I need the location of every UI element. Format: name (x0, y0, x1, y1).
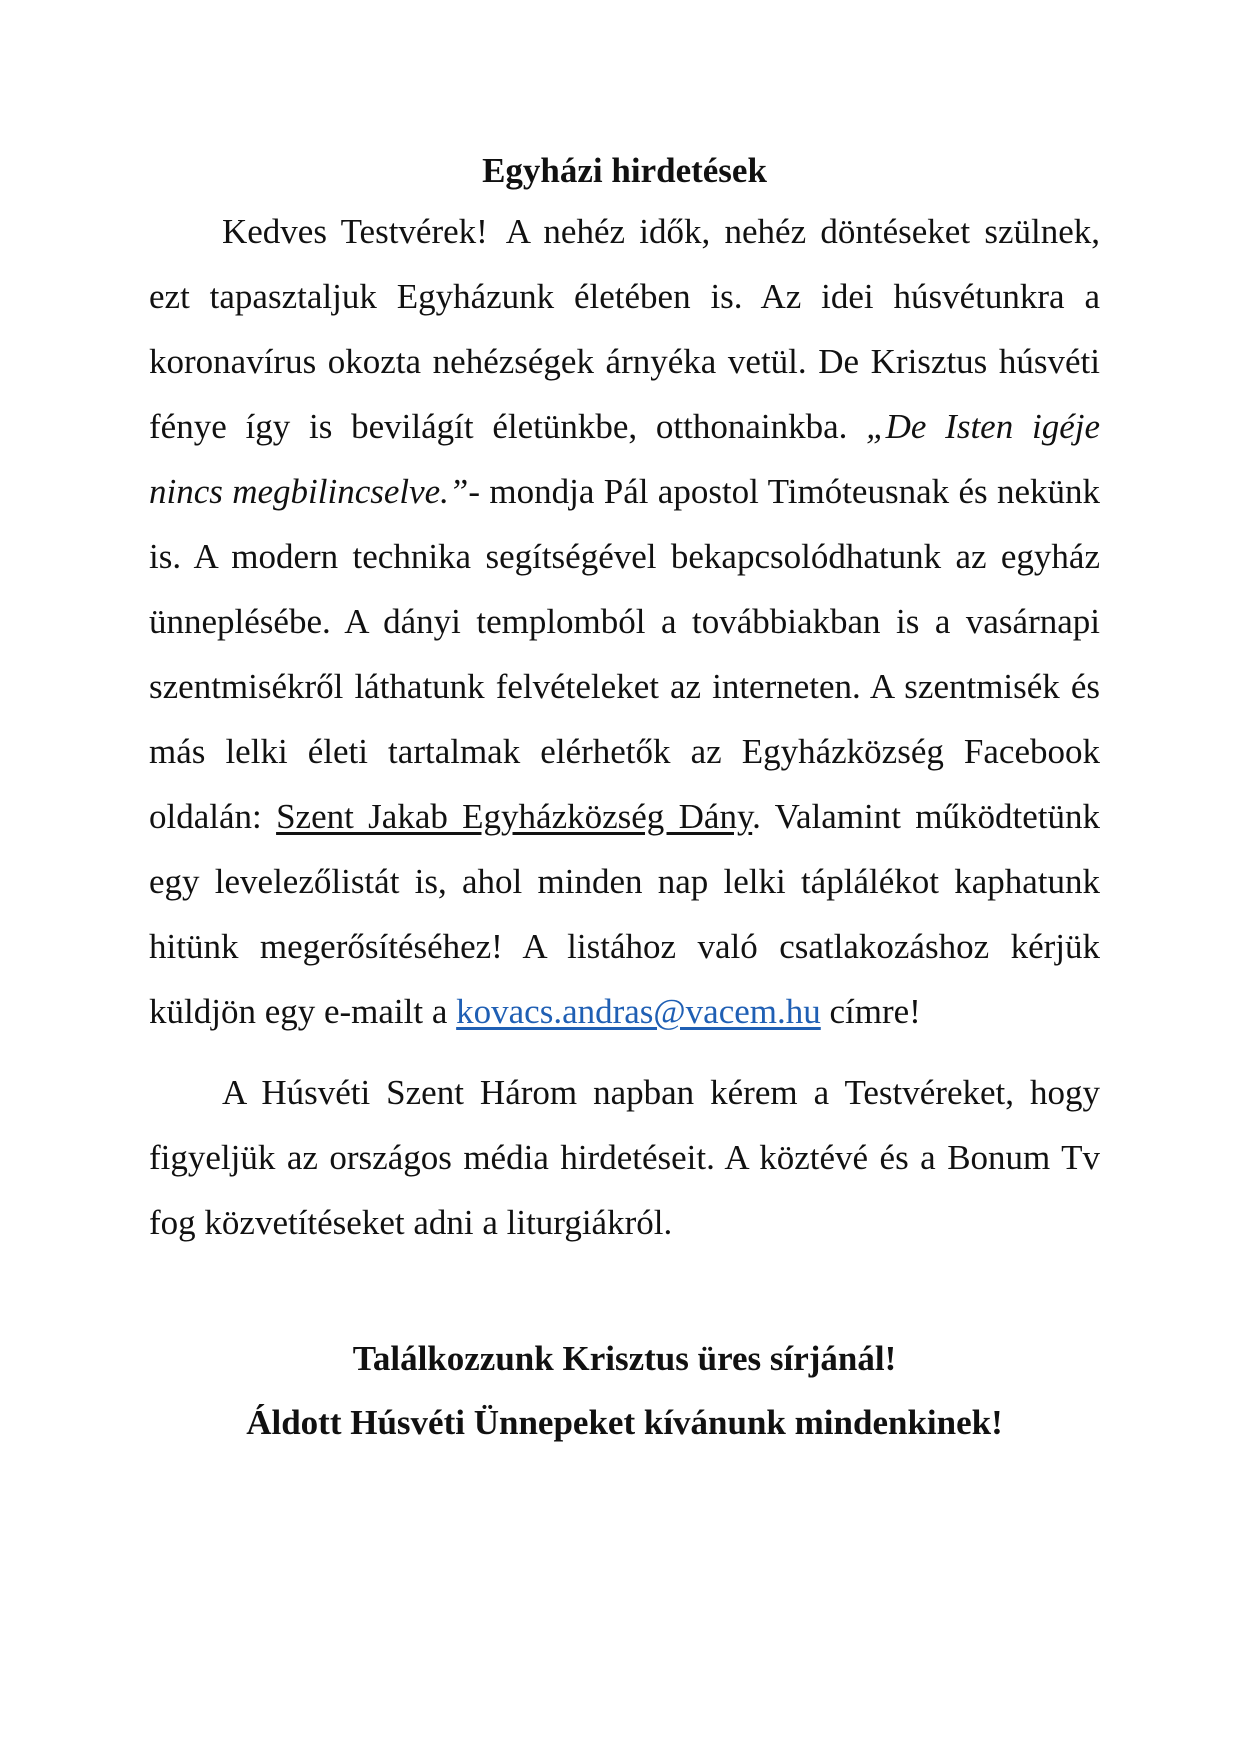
document-title: Egyházi hirdetések (482, 151, 767, 190)
paragraph-text-part: - mondja Pál apostol Timóteusnak és nekünk is. A modern technika segítségével bekapcsolódhatunk az egyház ünneplésébe. A dányi templomból a továbbiakban is a vasárnapi szentmisékről láthatunk felvételeket az interneten. A szentmisék és más lelki életi tartalmak elérhetők az Egyházközség Facebook oldalán: (149, 472, 1100, 836)
document-body (149, 143, 1100, 1455)
paragraph-text-part: A nehéz idők, nehéz döntéseket szülnek, ezt tapasztaljuk Egyházunk életében is. Az idei húsvétunkra a koronavírus okozta nehézségek árnyéka vetül. De Krisztus húsvéti fénye így is bevilágít életünkbe, otthonainkba. (149, 212, 1100, 446)
facebook-page-link[interactable]: Szent Jakab Egyházközség Dány (276, 797, 753, 836)
paragraph-text-part: címre! (820, 992, 921, 1031)
paragraph-broadcast-info: A Húsvéti Szent Három napban kérem a Testvéreket, hogy figyeljük az országos média hirdetéseit. A köztévé és a Bonum Tv fog közvetítéseket adni a liturgiákról. (149, 1073, 1100, 1242)
closing-greeting (149, 1327, 1100, 1455)
greeting-text: Kedves Testvérek! (222, 212, 488, 251)
paragraph-announcement (149, 199, 1100, 1044)
email-link[interactable]: kovacs.andras@vacem.hu (456, 992, 821, 1031)
closing-line-1: Találkozzunk Krisztus üres sírjánál! (352, 1339, 897, 1378)
scripture-quote: „De Isten igéje nincs megbilincselve.” (149, 407, 1100, 511)
closing-line-2: Áldott Húsvéti Ünnepeket kívánunk mindenkinek! (246, 1403, 1003, 1442)
paragraph-text-part: . Valamint működtetünk egy levelezőlistát is, ahol minden nap lelki táplálékot kaphatunk hitünk megerősítéséhez! A listához való csatlakozáshoz kérjük küldjön egy e-mailt a (149, 797, 1101, 1031)
